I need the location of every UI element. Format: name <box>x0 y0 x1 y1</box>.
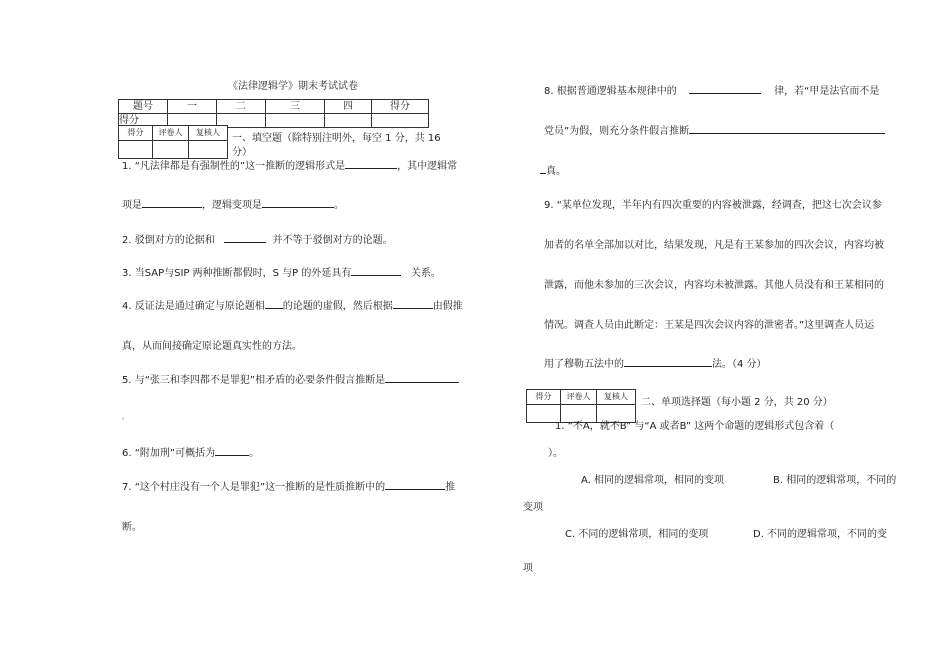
answer-blank[interactable] <box>265 299 283 309</box>
question-4-line2: 真，从而间接确定原论题真实性的方法。 <box>122 341 302 352</box>
question-5: 5. 与“张三和李四都不是罪犯”相矛盾的必要条件假言推断是 <box>122 371 459 386</box>
answer-blank[interactable] <box>345 159 397 169</box>
grader-header: 复核人 <box>189 126 228 141</box>
question-5-end: 。 <box>122 414 129 421</box>
choice-question-1-end: ）。 <box>548 448 563 459</box>
question-8-line2: 党员”为假，则充分条件假言推断 <box>544 122 885 137</box>
section2-heading: 二、单项选择题（每小题 2 分，共 20 分） <box>641 397 833 408</box>
question-2: 2. 驳倒对方的论据和 并不等于驳倒对方的论题。 <box>122 235 393 246</box>
answer-blank[interactable] <box>393 299 433 309</box>
grader-header: 评卷人 <box>561 390 597 405</box>
question-9-line2: 加者的名单全部加以对比，结果发现，凡是有王某参加的四次会议，内容均被 <box>544 240 884 251</box>
question-9-line5: 用了穆勒五法中的 法。（4 分） <box>544 359 767 370</box>
question-1-line1: 1. “凡法律都是有强制性的”这一推断的逻辑形式是 ，其中逻辑常 <box>122 161 458 172</box>
score-header: 题号 <box>119 100 168 114</box>
answer-blank[interactable] <box>142 198 202 208</box>
option-d[interactable]: D. 不同的逻辑常项，不同的变 <box>753 529 888 540</box>
answer-blank[interactable] <box>262 198 334 208</box>
exam-title: 《法律逻辑学》期末考试试卷 <box>228 81 358 92</box>
score-header: 二 <box>217 100 266 114</box>
score-table-header-row <box>119 100 429 114</box>
section1-heading-cont: 分） <box>232 147 252 158</box>
option-d-cont: 项 <box>523 563 533 574</box>
grader-cell[interactable] <box>119 141 153 159</box>
grader-table-section1 <box>118 125 228 159</box>
score-row-label: 得分 <box>119 114 168 128</box>
answer-blank[interactable] <box>624 357 712 367</box>
grader-header: 复核人 <box>597 390 636 405</box>
question-9-line1: 9. “某单位发现，半年内有四次重要的内容被泄露，经调查，把这七次会议参 <box>544 200 882 211</box>
question-4-line1: 4. 反证法是通过确定与原论题相 的论题的虚假，然后根据 由假推 <box>122 301 463 312</box>
answer-blank[interactable] <box>215 446 249 456</box>
score-header: 一 <box>168 100 217 114</box>
question-8-line1: 8. 根据普通逻辑基本规律中的 律，若“甲是法官而不是 <box>544 86 880 97</box>
answer-blank[interactable] <box>385 373 459 383</box>
grader-cell[interactable] <box>189 141 228 159</box>
score-cell[interactable] <box>372 114 429 128</box>
score-header: 得分 <box>372 100 429 114</box>
answer-blank[interactable] <box>351 266 401 276</box>
answer-blank[interactable] <box>224 233 266 243</box>
grader-header: 得分 <box>119 126 153 141</box>
score-cell[interactable] <box>266 114 325 128</box>
score-header: 三 <box>266 100 325 114</box>
grader-cell[interactable] <box>153 141 189 159</box>
option-b[interactable]: B. 相同的逻辑常项，不同的 <box>773 475 897 486</box>
question-3: 3. 当SAP与SIP 两种推断都假时，S 与P 的外延具有 关系。 <box>122 268 441 279</box>
question-7-line1: 7. “这个村庄没有一个人是罪犯”这一推断的是性质推断中的 推 <box>122 482 456 493</box>
score-header: 四 <box>325 100 372 114</box>
question-9-line3: 泄露，而他未参加的三次会议，内容均未被泄露。其他人员没有和王某相同的 <box>544 280 884 291</box>
question-9-line4: 情况。调查人员由此断定：王某是四次会议内容的泄密者。”这里调查人员运 <box>544 320 875 331</box>
question-6: 6. “附加刑”可概括为 。 <box>122 448 260 459</box>
question-1-line2: 项是 ，逻辑变项是 。 <box>122 200 344 211</box>
question-7-line2: 断。 <box>122 522 142 533</box>
score-table <box>118 99 429 128</box>
answer-blank[interactable] <box>385 480 445 490</box>
option-b-cont: 变项 <box>523 502 543 513</box>
grader-header: 评卷人 <box>153 126 189 141</box>
score-cell[interactable] <box>325 114 372 128</box>
choice-question-1: 1. “不A，就不B” 与“A 或者B” 这两个命题的逻辑形式包含着（ <box>555 421 835 432</box>
option-a[interactable]: A. 相同的逻辑常项，相同的变项 <box>581 475 725 486</box>
option-c[interactable]: C. 不同的逻辑常项，相同的变项 <box>565 529 709 540</box>
grader-header: 得分 <box>527 390 561 405</box>
answer-blank[interactable] <box>689 124 885 134</box>
answer-blank[interactable] <box>689 84 761 94</box>
question-8-line3: 真。 <box>540 162 566 177</box>
section1-heading: 一、填空题（除特别注明外，每空 1 分，共 16 <box>232 133 441 144</box>
